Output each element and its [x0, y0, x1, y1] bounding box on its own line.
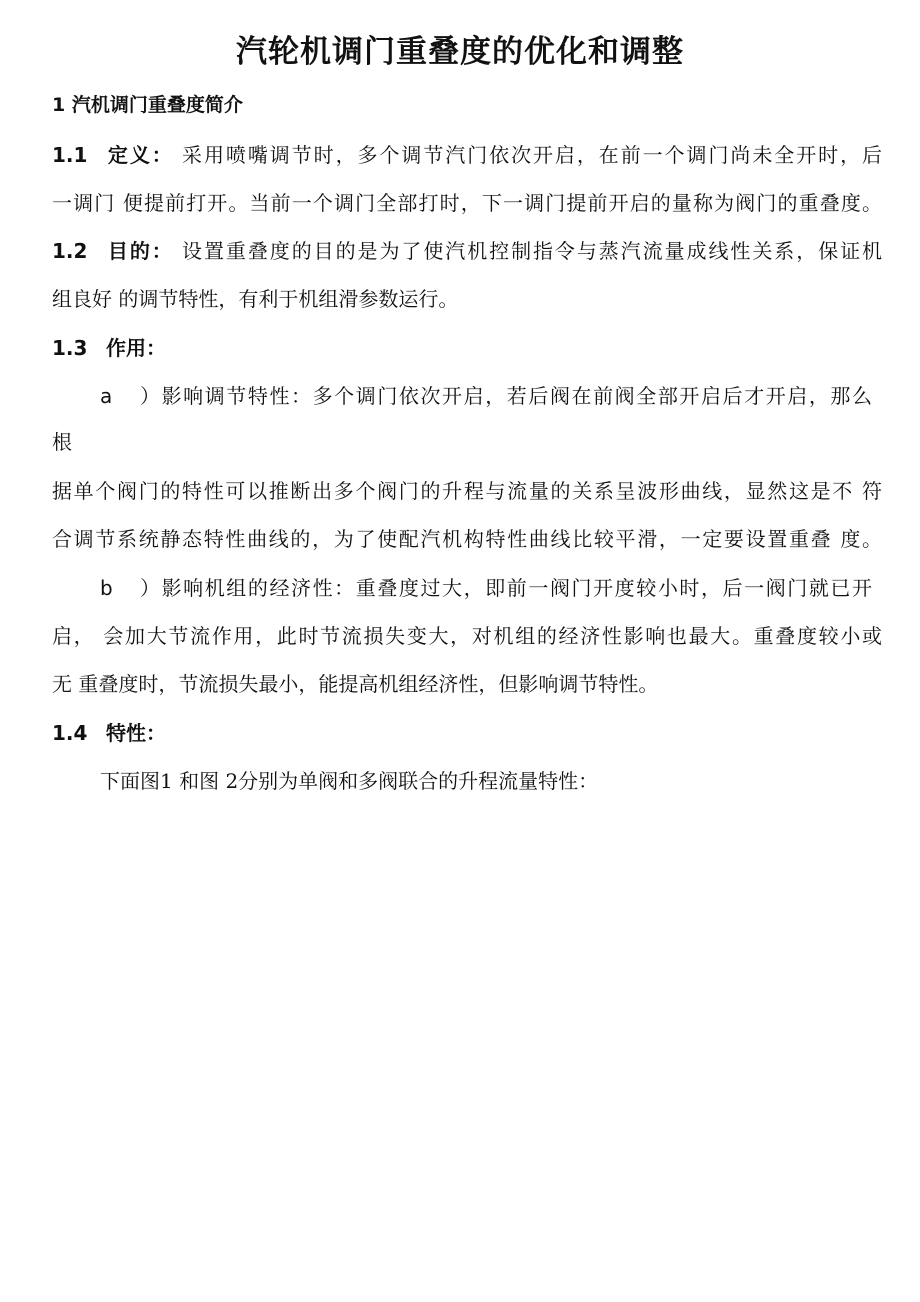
section-1-4-label: 特性： [106, 721, 166, 745]
section-1-2-label: 目的： [106, 239, 174, 263]
document-title: 汽轮机调门重叠度的优化和调整 [236, 34, 684, 70]
section-1-1-label: 定义： [106, 143, 174, 167]
item-b-line-1 [100, 573, 872, 603]
section-1-2-text-1: 设置重叠度的目的是为了使汽机控制指令与蒸汽流量成线性关系，保证机 [182, 239, 883, 263]
item-b-line-2: 启， 会加大节流作用，此时节流损失变大，对机组的经济性影响也最大。重叠度较小或 [52, 624, 882, 648]
section-1-2-number: 1.2 [52, 239, 88, 263]
item-a-marker: a） [100, 384, 160, 408]
section-1-4-number: 1.4 [52, 721, 88, 745]
item-a-line-4: 合调节系统静态特性曲线的，为了使配汽机构特性曲线比较平滑，一定要设置重叠 度。 [52, 527, 882, 551]
section-1-4-text: 下面图1 和图 2分别为单阀和多阀联合的升程流量特性： [100, 769, 599, 793]
item-b-marker: b） [100, 576, 160, 600]
item-a-line-3: 据单个阀门的特性可以推断出多个阀门的升程与流量的关系呈波形曲线，显然这是不 符 [52, 479, 882, 503]
section-1-3-heading [52, 333, 882, 363]
item-a-line-1 [100, 381, 872, 411]
section-1-1-text-1: 采用喷嘴调节时，多个调节汽门依次开启，在前一个调门尚未全开时，后 [182, 143, 883, 167]
section-1-1-number: 1.1 [52, 143, 88, 167]
item-a-text-1: 影响调节特性：多个调门依次开启，若后阀在前阀全部开启后才开启，那么 [160, 384, 872, 408]
section-1-heading: 1 汽机调门重叠度简介 [52, 94, 243, 116]
item-b-text-1: 影响机组的经济性：重叠度过大，即前一阀门开度较小时，后一阀门就已开 [160, 576, 872, 600]
item-a-line-2: 根 [52, 430, 72, 454]
section-1-3-number: 1.3 [52, 336, 88, 360]
section-1-3-label: 作用： [106, 336, 166, 360]
item-b-line-3: 无 重叠度时，节流损失最小，能提高机组经济性，但影响调节特性。 [52, 672, 659, 696]
section-1-1-line-1 [52, 140, 882, 170]
section-1-2-line-1 [52, 236, 882, 266]
section-1-2-line-2: 组良好 的调节特性，有利于机组滑参数运行。 [52, 287, 459, 311]
section-1-4-heading [52, 718, 882, 748]
section-1-1-line-2: 一调门 便提前打开。当前一个调门全部打时，下一调门提前开启的量称为阀门的重叠度。 [52, 191, 882, 215]
